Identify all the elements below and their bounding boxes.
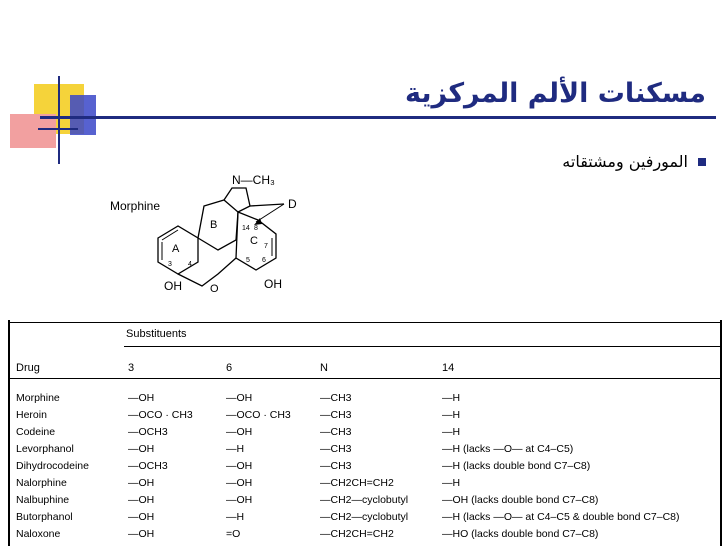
table-right-edge bbox=[720, 320, 722, 546]
col-header-6: 6 bbox=[226, 362, 233, 374]
table-cell-drug: Morphine bbox=[16, 392, 60, 404]
morphine-label: Morphine bbox=[110, 199, 161, 213]
table-cell-pos14: —H bbox=[442, 426, 461, 438]
pos-4: 4 bbox=[188, 261, 192, 268]
table-cell-pos6: —OH bbox=[226, 460, 253, 472]
table-cell-n: —CH3 bbox=[320, 460, 352, 472]
table-cell-n: —CH3 bbox=[320, 426, 352, 438]
table-cell-pos3: —OH bbox=[128, 477, 155, 489]
ether-bridge bbox=[178, 258, 236, 286]
table-cell-drug: Butorphanol bbox=[16, 511, 73, 523]
ring-c-label: C bbox=[250, 235, 258, 247]
table-cell-pos3: —OH bbox=[128, 443, 155, 455]
table-cell-drug: Nalorphine bbox=[16, 477, 67, 489]
bullet-item bbox=[562, 152, 706, 171]
ring-b-label: B bbox=[210, 219, 218, 231]
table-cell-pos14: —H (lacks —O— at C4–C5) bbox=[442, 443, 574, 455]
col-header-3: 3 bbox=[128, 362, 135, 374]
oh-right-label: OH bbox=[264, 277, 282, 291]
table-cell-n: —CH2—cyclobutyl bbox=[320, 494, 409, 506]
deco-horizontal-line bbox=[38, 128, 78, 130]
table-cell-pos3: —OH bbox=[128, 392, 155, 404]
pos-3: 3 bbox=[168, 261, 172, 268]
table-top-rule bbox=[10, 322, 722, 323]
morphine-structure bbox=[100, 170, 340, 300]
table-cell-n: —CH2—cyclobutyl bbox=[320, 511, 409, 523]
oh-left-label: OH bbox=[164, 279, 182, 293]
table-cell-pos6: —OH bbox=[226, 494, 253, 506]
col-header-drug: Drug bbox=[16, 362, 40, 374]
pos-5: 5 bbox=[246, 257, 250, 264]
table-cell-pos3: —OH bbox=[128, 511, 155, 523]
col-header-14: 14 bbox=[442, 362, 455, 374]
slide-title: مسكنات الألم المركزية bbox=[405, 78, 706, 109]
table-cell-drug: Naloxone bbox=[16, 528, 61, 540]
table-cell-pos14: —H (lacks —O— at C4–C5 & double bond C7–C8) bbox=[442, 511, 680, 523]
substituents-table bbox=[0, 320, 728, 546]
table-cell-pos14: —HO (lacks double bond C7–C8) bbox=[442, 528, 599, 540]
table-cell-pos14: —H bbox=[442, 392, 461, 404]
substituents-header: Substituents bbox=[126, 328, 187, 340]
pos-14: 14 bbox=[242, 225, 250, 232]
table-cell-pos14: —H (lacks double bond C7–C8) bbox=[442, 460, 591, 472]
pos-7: 7 bbox=[264, 243, 268, 250]
header-bottom-rule bbox=[10, 378, 722, 379]
table-cell-n: —CH3 bbox=[320, 443, 352, 455]
table-cell-drug: Dihydrocodeine bbox=[16, 460, 89, 472]
ring-b-shape bbox=[198, 200, 238, 250]
table-cell-pos3: —OCO · CH3 bbox=[128, 409, 193, 421]
table-cell-drug: Levorphanol bbox=[16, 443, 74, 455]
table-cell-pos3: —OH bbox=[128, 494, 155, 506]
table-cell-pos6: =O bbox=[226, 528, 241, 540]
deco-vertical-line bbox=[58, 76, 60, 164]
bullet-text: المورفين ومشتقاته bbox=[562, 152, 688, 171]
table-cell-pos6: —OH bbox=[226, 392, 253, 404]
table-cell-pos6: —OH bbox=[226, 426, 253, 438]
table-cell-drug: Codeine bbox=[16, 426, 56, 438]
pos-8: 8 bbox=[254, 225, 258, 232]
table-cell-pos14: —OH (lacks double bond C7–C8) bbox=[442, 494, 599, 506]
ring-d-bond bbox=[250, 204, 284, 206]
table-cell-pos14: —H bbox=[442, 409, 461, 421]
table-cell-n: —CH2CH=CH2 bbox=[320, 528, 394, 540]
table-cell-pos3: —OCH3 bbox=[128, 460, 168, 472]
table-cell-pos3: —OH bbox=[128, 528, 155, 540]
table-cell-drug: Heroin bbox=[16, 409, 47, 421]
piperidine-ring bbox=[224, 188, 250, 212]
table-cell-n: —CH3 bbox=[320, 392, 352, 404]
ring-a-label: A bbox=[172, 243, 180, 255]
table-cell-pos14: —H bbox=[442, 477, 461, 489]
table-cell-pos3: —OCH3 bbox=[128, 426, 168, 438]
table-left-edge bbox=[8, 320, 10, 546]
table-cell-pos6: —H bbox=[226, 443, 245, 455]
oxygen-label: O bbox=[210, 283, 219, 295]
square-bullet-icon bbox=[698, 158, 706, 166]
table-cell-n: —CH2CH=CH2 bbox=[320, 477, 394, 489]
d-label: D bbox=[288, 197, 297, 211]
table-cell-pos6: —H bbox=[226, 511, 245, 523]
col-header-n: N bbox=[320, 362, 328, 374]
title-rule bbox=[40, 116, 716, 119]
pos-6: 6 bbox=[262, 257, 266, 264]
substituents-rule bbox=[124, 346, 722, 347]
table-cell-drug: Nalbuphine bbox=[16, 494, 70, 506]
table-cell-pos6: —OCO · CH3 bbox=[226, 409, 291, 421]
table-cell-pos6: —OH bbox=[226, 477, 253, 489]
table-cell-n: —CH3 bbox=[320, 409, 352, 421]
deco-red-square bbox=[10, 114, 56, 148]
n-ch3-label: N—CH₃ bbox=[232, 173, 275, 187]
